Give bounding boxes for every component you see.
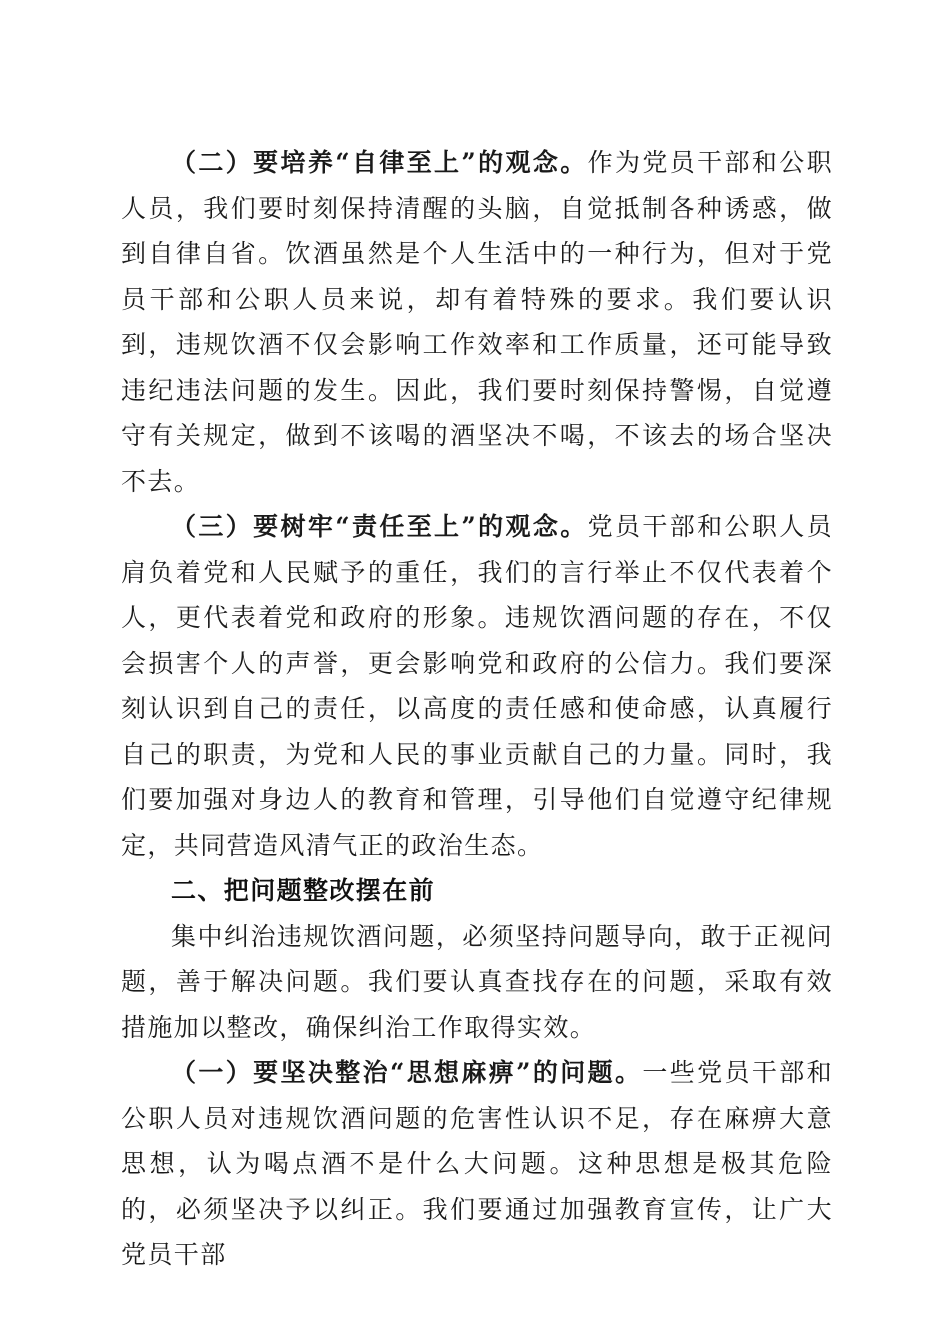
- paragraph-text: 一些党员干部和公职人员对违规饮酒问题的危害性认识不足，存在麻痹大意思想，认为喝点酒不是什么大问题。这种思想是极其危险的，必须坚决予以纠正。我们要通过加强教育宣传，让广大党员干部: [121, 1058, 833, 1269]
- section-intro: 集中纠治违规饮酒问题，必须坚持问题导向，敢于正视问题，善于解决问题。我们要认真查找存在的问题，采取有效措施加以整改，确保纠治工作取得实效。: [121, 921, 833, 1042]
- paragraph-lead: （一）要坚决整治“思想麻痹”的问题。: [171, 1058, 643, 1087]
- paragraph-ideological-paralysis: [121, 1050, 833, 1278]
- section-heading: 二、把问题整改摆在前: [171, 876, 436, 905]
- document-body: [121, 140, 833, 1278]
- paragraph-responsibility: [121, 504, 833, 868]
- paragraph-lead: （二）要培养“自律至上”的观念。: [171, 148, 588, 177]
- paragraph-text: 作为党员干部和公职人员，我们要时刻保持清醒的头脑，自觉抵制各种诱惑，做到自律自省。饮酒虽然是个人生活中的一种行为，但对于党员干部和公职人员来说，却有着特殊的要求。我们要认识到，违规饮酒不仅会影响工作效率和工作质量，还可能导致违纪违法问题的发生。因此，我们要时刻保持警惕，自觉遵守有关规定，做到不该喝的酒坚决不喝，不该去的场合坚决不去。: [121, 148, 833, 496]
- paragraph-lead: （三）要树牢“责任至上”的观念。: [171, 512, 588, 541]
- paragraph-text: 党员干部和公职人员肩负着党和人民赋予的重任，我们的言行举止不仅代表着个人，更代表着党和政府的形象。违规饮酒问题的存在，不仅会损害个人的声誉，更会影响党和政府的公信力。我们要深刻认识到自己的责任，以高度的责任感和使命感，认真履行自己的职责，为党和人民的事业贡献自己的力量。同时，我们要加强对身边人的教育和管理，引导他们自觉遵守纪律规定，共同营造风清气正的政治生态。: [121, 512, 833, 860]
- paragraph-self-discipline: [121, 140, 833, 504]
